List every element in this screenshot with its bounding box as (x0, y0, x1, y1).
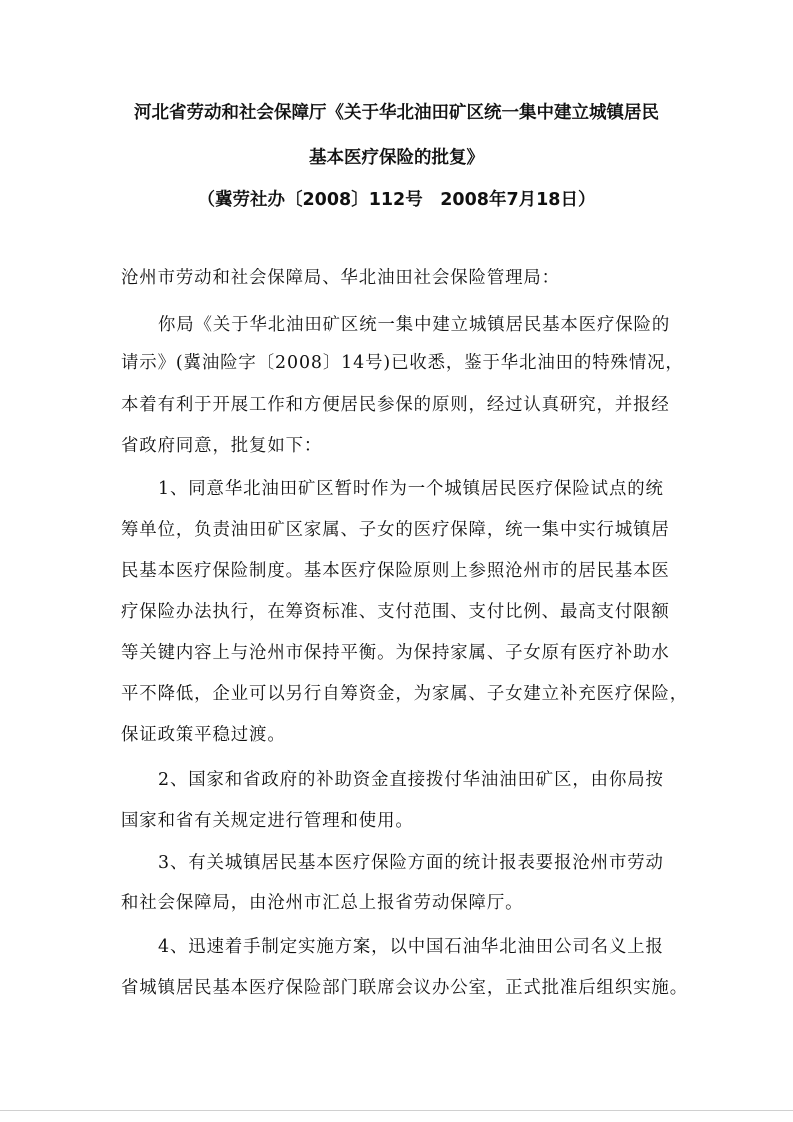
paragraph-4-line: 和社会保障局，由沧州市汇总上报省劳动保障厅。 (121, 893, 524, 913)
paragraph-1-line: 你局《关于华北油田矿区统一集中建立城镇居民基本医疗保险的 (158, 315, 671, 335)
addressee: 沧州市劳动和社会保障局、华北油田社会保险管理局： (121, 268, 560, 288)
page-bottom-rule (0, 1110, 793, 1111)
paragraph-4-line: 3、有关城镇居民基本医疗保险方面的统计报表要报沧州市劳动 (158, 853, 664, 873)
paragraph-1-line: 本着有利于开展工作和方便居民参保的原则，经过认真研究，并报经 (121, 395, 670, 415)
paragraph-5-line: 4、迅速着手制定实施方案，以中国石油华北油田公司名义上报 (158, 937, 664, 957)
paragraph-2-line: 疗保险办法执行，在筹资标准、支付范围、支付比例、最高支付限额 (121, 602, 670, 622)
paragraph-2-line: 保证政策平稳过渡。 (121, 725, 286, 745)
paragraph-2-line: 平不降低，企业可以另行自筹资金，为家属、子女建立补充医疗保险， (121, 684, 689, 704)
paragraph-2-line: 1、同意华北油田矿区暂时作为一个城镇居民医疗保险试点的统 (158, 479, 664, 499)
paragraph-2-line: 民基本医疗保险制度。基本医疗保险原则上参照沧州市的居民基本医 (121, 561, 670, 581)
paragraph-2-line: 等关键内容上与沧州市保持平衡。为保持家属、子女原有医疗补助水 (121, 643, 670, 663)
paragraph-5-line: 省城镇居民基本医疗保险部门联席会议办公室，正式批准后组织实施。 (121, 978, 689, 998)
document-title-line-2: 基本医疗保险的批复》 (309, 148, 484, 168)
paragraph-1-line: 省政府同意，批复如下： (121, 436, 323, 456)
paragraph-1-line: 请示》(冀油险字〔2008〕14号)已收悉，鉴于华北油田的特殊情况， (121, 353, 684, 373)
document-number-date: （冀劳社办〔2008〕112号 2008年7月18日） (197, 190, 596, 210)
paragraph-2-line: 筹单位，负责油田矿区家属、子女的医疗保障，统一集中实行城镇居 (121, 520, 670, 540)
paragraph-3-line: 国家和省有关规定进行管理和使用。 (121, 811, 414, 831)
paragraph-3-line: 2、国家和省政府的补助资金直接拨付华油油田矿区，由你局按 (158, 770, 664, 790)
document-title-line-1: 河北省劳动和社会保障厅《关于华北油田矿区统一集中建立城镇居民 (134, 103, 659, 123)
